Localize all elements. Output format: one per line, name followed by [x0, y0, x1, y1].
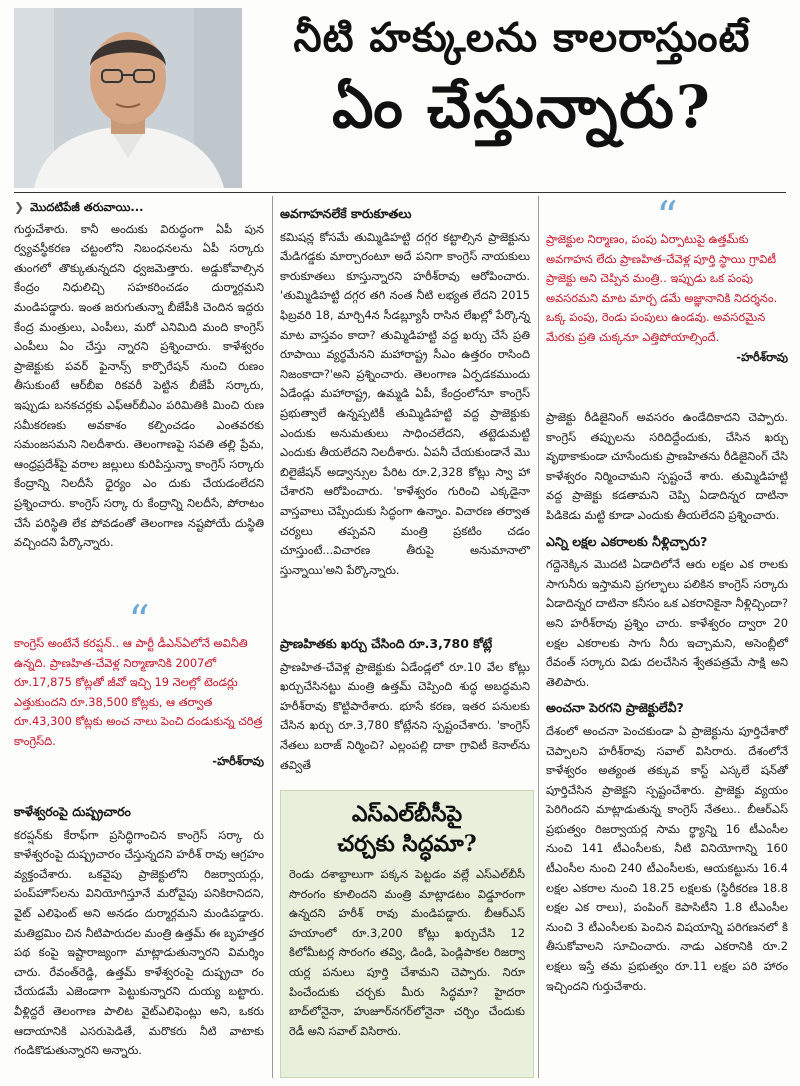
article-body: కరప్షన్‌కు కేరాఫ్‌గా ప్రసిద్ధిగాంచిన కాంగ్రెస్ సర్కా రు కాళేశ్వరంపై దుష్ప్రచారం చేస్తున్నదని హరీశ్ రావు ఆగ్రహం వ్యక్తంచేశారు. ఒకవైపు ప్రాజెక్టులోని రిజర్వాయర్లు, పంప్‌హౌస్‌లను వినియోగిస్తూనే మరోవైపు పనికిరానిదని, వైట్ ఎలిఫెంట్ అని అనడం దుర్మార్గమని మండిపడ్డారు. మతిభ్రమిం చిన నీటిపారుదల మంత్రి ఉత్తమ్ ఈ బృహత్తర పథ కంపై ఇష్టారాజ్యంగా మాట్లాడుతున్నారని విమర్శిం చారు. రేవంత్‌రెడ్డి, ఉత్తమ్ కాళేశ్వరంపై దుష్ప్రచా రం చేయడమే ఎజెండాగా పెట్టుకున్నారని దుయ్య బట్టారు. వీళ్లిద్దరే తెలంగాణ పాలిట వైట్ఎలిఫెంట్లు అని, ఒకరు ఆదాయానికి ఎసరుపెడితే, మరొకరు నీటి వాటాకు గండికొడుతున్నారని అన్నారు. — [14, 827, 264, 1058]
subheading-awareness: అవగాహనలేకే కారుకూతలు — [280, 206, 412, 221]
article-body: కమిషన్ల కోసమే తుమ్మిడిహట్టి దగ్గర కట్టాల్సిన ప్రాజెక్టును మేడిగడ్డకు మార్చారంటూ అదే పనిగా కాంగ్రెస్ నాయకులు కారుకూతలు కూస్తున్నారని హరీశ్‌రావు ఆరోపించారు. 'తుమ్మిడిహట్టి దగ్గర తగి నంత నీటి లభ్యత లేదని 2015 ఫిబ్రవరి 18, మార్చి4న సీడబ్ల్యూసీ రాసిన లేఖల్లో పేర్కొన్న మాట వాస్తవం కాదా? తుమ్మిడిహట్టి వద్ద ఖర్చు చేసే ప్రతి రూపాయి వ్యర్థమేనని మహారాష్ట్ర సీఎం ఉత్తరం రాసింది నిజంకాదా?'అని ప్రశ్నించారు. తెలంగాణ ఏర్పడకముందు ఏడేండ్లు మహారాష్ట్ర, ఉమ్మడి ఏపీ, కేంద్రంలోనూ కాంగ్రెస్ ప్రభుత్వాలే ఉన్నప్పటికీ తుమ్మిడిహట్టి వద్ద ప్రాజెక్టుకు ఎందుకు అనుమతులు సాధించలేదని, తట్టెడుమట్టి ఎందుకు తీయలేదని నిలదీశారు. ఏపనీ చేయకుండానే మొ బిలైజేషన్ అడ్వాన్సుల పేరిట రూ.2,328 కోట్లు స్వా హా చేశారని ఆరోపించారు. 'కాళేశ్వరం గురించి ఎక్కడైనా వాస్తవాలు చెప్పేందుకు సిద్ధంగా ఉన్నాం. విచారణ తర్వాత చర్యలు తప్పవని మంత్రి ప్రకటిం చడం చూస్తుంటే...విచారణ తీరుపై అనుమానాలొ స్తున్నాయి'అని పేర్కొన్నారు. — [280, 229, 530, 577]
slbc-box — [280, 790, 534, 1078]
subheading-estimates: అంచనా పెరగని ప్రాజెక్టులేవీ? — [546, 700, 684, 716]
column-divider — [538, 196, 539, 1078]
pull-quote-byline: -హరీశ్‌రావు — [212, 753, 264, 768]
article-body: ప్రాజెక్టు రీడిజైనింగ్ అవసరం ఉండేదికాదని చెప్పారు. కాంగ్రెస్ తప్పులను సరిదిద్దేందుకు, చేసిన ఖర్చు వృథాకాకుండా చూసేందుకు ప్రాణహితను రీడిజైనింగ్ చేసి కాళేశ్వరం నిర్మించామని స్పష్టంచే శారు. తుమ్మిడిహట్టి వద్ద ప్రాజెక్టు కడతామని చెప్పి ఏడాదిన్నర దాటినా పిడికెడు మట్టి కూడా ఎందుకు తీయలేదని ప్రశ్నించారు. — [546, 410, 788, 522]
continuation-kicker — [14, 198, 264, 218]
minister-photo — [14, 8, 242, 188]
article-body: ప్రాణహిత-చేవెళ్ల ప్రాజెక్టుకు ఏడేండ్లలో రూ.10 వేల కోట్లు ఖర్చుచేసినట్టు మంత్రి ఉత్తమ్ చెప్పింది శుద్ధ అబద్ధమని హరీశ్‌రావు కొట్టిపారేశారు. భూసే కరణ, ఇతర పనులకు చేసిన ఖర్చు రూ.3,780 కోట్లేనని స్పష్టంచేశారు. 'కాంగ్రెస్ నేతలు బరాజ్ నిర్మించి? ఎల్లంపల్లి దాకా గ్రావిటీ కెనాల్‌ను తవ్వితే — [280, 659, 530, 772]
column-divider — [272, 196, 273, 1078]
column-3 — [546, 408, 788, 996]
article-body: గద్దెనెక్కిన మొదటి ఏడాదిలోనే ఆరు లక్షల ఎక రాలకు సాగునీరు ఇస్తామని ప్రగల్భాలు పలికిన కాంగ్రెస్ సర్కారు ఏడాదిన్నర దాటినా కనీసం ఒక ఎకరానికైనా నీళ్లిచ్చిందా? అని హరీశ్‌రావు ప్రశ్నిం చారు. కాళేశ్వరం ద్వారా 20 లక్షల ఎకరాలకు సాగు నీరు ఇచ్చామని, అసెంబ్లీలో రేవంత్ సర్కారు విడు దలచేసిన శ్వేతపత్రమే సాక్షి అని తెలిపారు. — [546, 557, 788, 689]
column-2 — [280, 198, 530, 580]
subheading-kaleshwaram: కాళేశ్వరంపై దుష్ప్రచారం — [14, 804, 131, 819]
headline-line-1: నీటి హక్కులను కాలరాస్తుంటే — [293, 14, 751, 61]
subheading-acres: ఎన్ని లక్షల ఎకరాలకు నీళ్లిచ్చారు? — [546, 533, 708, 549]
chevron-right-icon: ❯ — [14, 200, 25, 214]
quote-mark-icon: “ — [128, 596, 150, 645]
headline — [252, 8, 792, 141]
kicker-text: మొదటిపేజీ తరువాయి... — [30, 200, 144, 214]
box-heading-2: చర్చకు సిద్ధమా? — [337, 831, 477, 857]
quote-mark-icon: “ — [656, 192, 678, 241]
box-body: రెండు దశాబ్దాలుగా పక్కన పెట్టడం వల్లే ఎస్ఎల్‌బీసీ సొరంగం కూలిందని మంత్రి మాట్లాడటం విడ్డూరంగా ఉన్నదని హరీశ్ రావు మండిపడ్డారు. బీఆర్ఎస్ హయాంలో రూ.3,200 కోట్లు ఖర్చుచేసి 12 కిలోమీటర్ల సొరంగం తవ్వి, డిండి, పెండ్లిపాకల రిజర్వా యర్ల పనులు పూర్తి చేశామని చెప్పారు. నిరూ పించేందుకు చర్చకు మీరు సిద్ధమా? హైదరా బాద్‌లోనైనా, హుజూర్‌నగర్‌లోనైనా చర్చిం చేందుకు రెడీ అని సవాల్ విసిరారు. — [289, 867, 525, 1038]
pull-quote-text: కాంగ్రెస్ అంటేనే కరప్షన్.. ఆ పార్టీ డీఎన్ఏలోనే అవినీతి ఉన్నది. ప్రాణహిత-చేవెళ్ల నిర్మాణానికి 2007లో రూ.17,875 కోట్లతో జీవో ఇచ్చి 19 నెలల్లో టెండర్లు ఎత్తుకుందని రూ.38,500 కోట్లకు, ఆ తర్వాత రూ.43,300 కోట్లకు అంచ నాలు పెంచి దండుకున్న చరిత్ర కాంగ్రెస్‌ది. — [14, 636, 263, 748]
pull-quote-text: ప్రాజెక్టుల నిర్మాణం, పంపు ఏర్పాటుపై ఉత్తమ్‌కు అవగాహన లేదు ప్రాణహిత-చేవెళ్ల పూర్తి స్థాయి గ్రావిటీ ప్రాజెక్టు అని చెప్పిన మంత్రి.. ఇప్పుడు ఒక పంపు అవసరమని మాట మార్చ డమే అజ్ఞానానికి నిదర్శనం. ఒక్క పంపు, రెండు పంపులు ఉండవు. అవసరమైన మేరకు ప్రతి చుక్కనూ ఎత్తిపోయాల్సిందే. — [546, 232, 778, 344]
subheading-pranahita: ప్రాణహితకు ఖర్చు చేసింది రూ.3,780 కోట్లే — [280, 636, 493, 651]
column-1 — [14, 198, 264, 553]
pull-quote-byline: -హరీశ్‌రావు — [736, 349, 788, 364]
pull-quote-2 — [546, 192, 788, 367]
article-body: గుర్తుచేశారు. కానీ అందుకు విరుద్ధంగా ఏపీ పున ర్వ్యవస్థీకరణ చట్టంలోని నిబంధనలను ఏపీ సర్కారు తుంగలో తొక్కుతున్నదని ధ్వజమెత్తారు. అడ్డుకోవాల్సిన కేంద్రం నిధులిచ్చి సహకరించడం దుర్మార్గమని మండిపడ్డారు. ఇంత జరుగుతున్నా బీజేపీకి చెందిన ఇద్దరు కేంద్ర మంత్రులు, ఎంపీలు, మరో ఎనిమిది మంది కాంగ్రెస్ ఎంపీలు ఏం చేస్తు న్నారని ప్రశ్నించారు. కాళేశ్వరం ప్రాజెక్టుకు పవర్ ఫైనాన్స్ కార్పొరేషన్ నుంచి రుణం తీసుకుంటే ఆర్‌బీఐ రికవరీ పెట్టిన బీజేపీ సర్కారు, ఇప్పుడు బనకచర్లకు ఎఫ్ఆర్‌బీఎం పరిమితికి మించి రుణ సమీకరణకు అవకాశం కల్పించడం ఎంతవరకు సమంజసమని నిలదీశారు. తెలంగాణపై సవతి తల్లి ప్రేమ, ఆంధ్రప్రదేశ్‌పై వరాల జల్లులు కురిపిస్తున్నా కాంగ్రెస్ సర్కారు కేంద్రాన్ని నిలదీసే ధైర్యం ఎం దుకు చేయడంలేదని ప్రశ్నించారు. కాంగ్రెస్ సర్కా రు కేంద్రాన్ని నిలదీసే, పోరాటం చేసే పరిస్థితి లేక పోవడంతో తెలంగాణ నష్టపోయే దుస్థితి వచ్చిందని పేర్కొన్నారు. — [14, 221, 264, 550]
pull-quote-1 — [14, 596, 264, 771]
article-body: దేశంలో అంచనా పెంచకుండా ఏ ప్రాజెక్టును పూర్తిచేశారో చెప్పాలని హరీశ్‌రావు సవాల్ విసిరారు. దేశంలోనే కాళేశ్వరం అత్యంత తక్కువ కాస్ట్ ఎస్కలే షన్‌తో పూర్తిచేసిన ప్రాజెక్టని స్పష్టంచేశారు. ప్రాజెక్టు వ్యయం పెరిగిందని మాట్లాడుతున్న కాంగ్రెస్ నేతలు.. బీఆర్ఎస్ ప్రభుత్వం రిజర్వాయర్ల సామ ర్థ్యాన్ని 16 టీఎంసీల నుంచి 141 టీఎంసీలకు, నీటి వినియోగాన్ని 160 టీఎంసీల నుంచి 240 టీఎంసీలకు, ఆయకట్టును 16.4 లక్షల ఎకరాల నుంచి 18.25 లక్షలకు (స్థిరీకరణ 18.8 లక్షల ఎక రాలు), పంపింగ్ కెపాసిటీని 1.8 టీఎంసీల నుంచి 3 టీఎంసీలకు పెంచిన విషయాన్ని పరిగణనలో కి తీసుకోవాలని సూచించారు. నాడు ఎకరానికి రూ.2 లక్షలు ఇస్తే తమ ప్రభుత్వం రూ.11 లక్షల పరి హారం ఇచ్చిందని గుర్తుచేశారు. — [546, 723, 788, 993]
column-2-mid — [280, 628, 530, 775]
headline-line-2: ఏం చేస్తున్నారు? — [332, 73, 712, 141]
column-1-lower — [14, 796, 264, 1061]
box-heading-1: ఎస్ఎల్‌బీసీపై — [351, 801, 463, 827]
